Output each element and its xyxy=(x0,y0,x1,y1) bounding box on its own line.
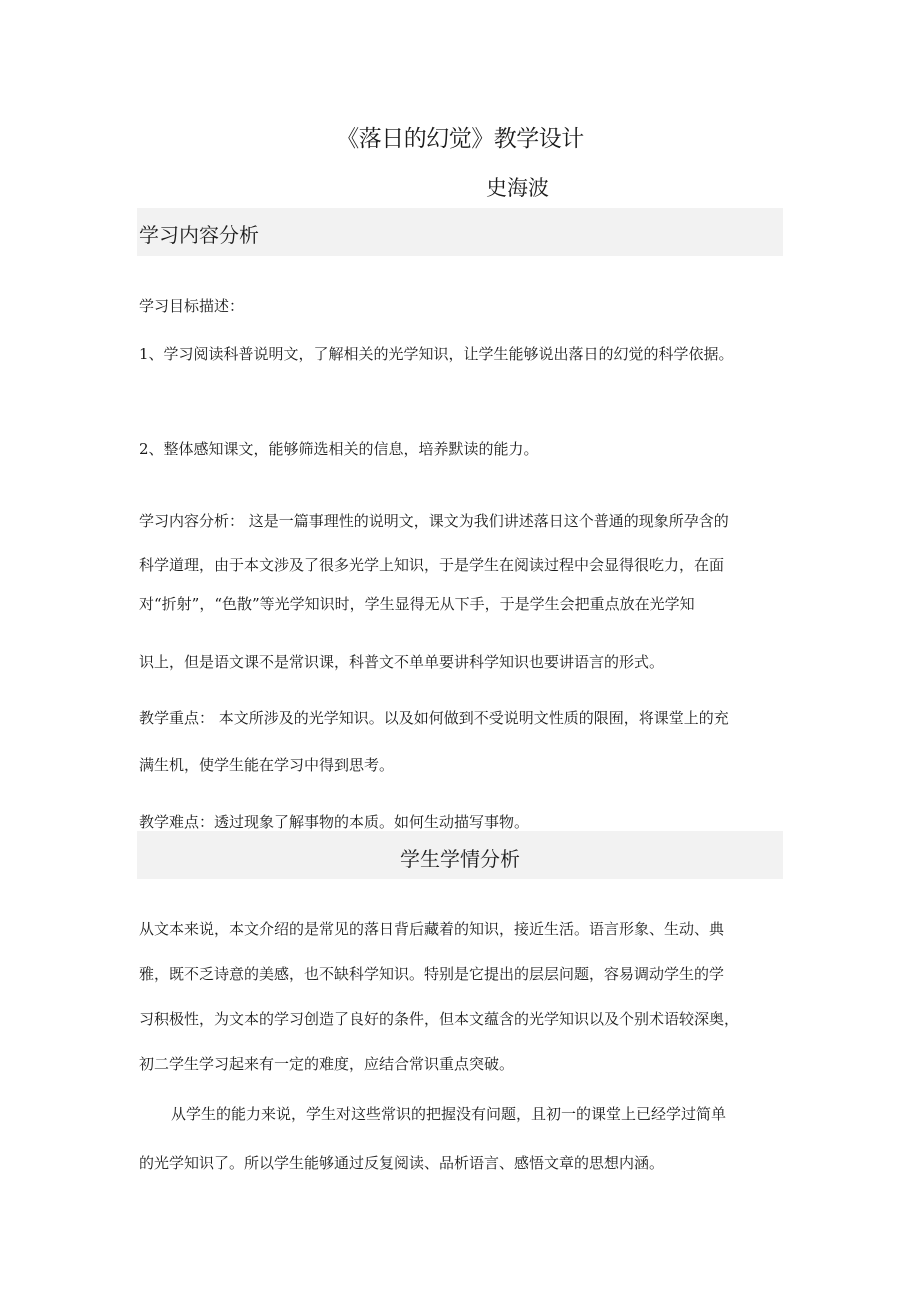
content-analysis-line: 识上，但是语文课不是常识课，科普文不单单要讲科学知识也要讲语言的形式。 xyxy=(139,653,665,671)
teaching-difficulty: 教学难点：透过现象了解事物的本质。如何生动描写事物。 xyxy=(139,813,530,831)
goal-item-1: 1、学习阅读科普说明文，了解相关的光学知识，让学生能够说出落日的幻觉的科学依据。 xyxy=(139,345,734,363)
section-heading-content-analysis: 学习内容分析 xyxy=(139,223,259,247)
author-name: 史海波 xyxy=(486,176,549,200)
student-ability-line: 从学生的能力来说，学生对这些常识的把握没有问题，且初一的课堂上已经学过简单 xyxy=(171,1105,727,1123)
student-analysis-line: 雅，既不乏诗意的美感，也不缺科学知识。特别是它提出的层层问题，容易调动学生的学 xyxy=(139,965,725,983)
document-title: 《落日的幻觉》教学设计 xyxy=(336,126,584,152)
student-analysis-line: 从文本来说，本文介绍的是常见的落日背后藏着的知识，接近生活。语言形象、生动、典 xyxy=(139,920,725,938)
teaching-key-point-line: 满生机，使学生能在学习中得到思考。 xyxy=(139,756,395,774)
student-ability-line: 的光学知识了。所以学生能够通过反复阅读、品析语言、感悟文章的思想内涵。 xyxy=(139,1154,665,1172)
student-analysis-line: 初二学生学习起来有一定的难度，应结合常识重点突破。 xyxy=(139,1055,515,1073)
content-analysis-line: 学习内容分析： 这是一篇事理性的说明文，课文为我们讲述落日这个普通的现象所孕含的 xyxy=(139,512,729,530)
goal-item-2: 2、整体感知课文，能够筛选相关的信息，培养默读的能力。 xyxy=(139,440,539,458)
content-analysis-line: 科学道理，由于本文涉及了很多光学上知识，于是学生在阅读过程中会显得很吃力，在面 xyxy=(139,556,725,574)
teaching-key-point-line: 教学重点： 本文所涉及的光学知识。以及如何做到不受说明文性质的限囿，将课堂上的充 xyxy=(139,709,729,727)
goals-label: 学习目标描述： xyxy=(139,297,245,315)
student-analysis-line: 习积极性，为文本的学习创造了良好的条件，但本文蕴含的光学知识以及个别术语较深奥， xyxy=(139,1010,740,1028)
section-heading-student-analysis: 学生学情分析 xyxy=(400,847,520,871)
content-analysis-line: 对“折射”，“色散”等光学知识时，学生显得无从下手，于是学生会把重点放在光学知 xyxy=(139,595,695,613)
